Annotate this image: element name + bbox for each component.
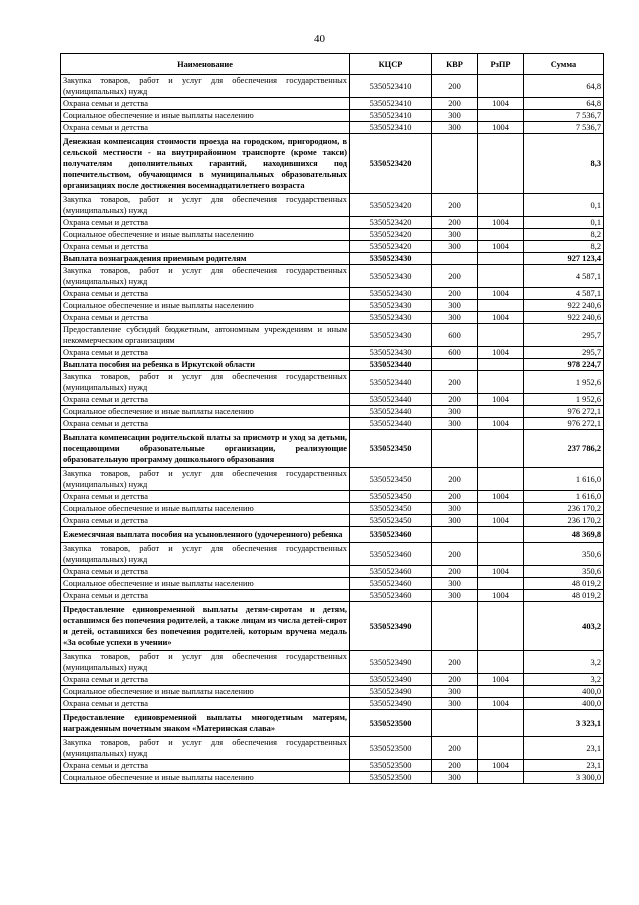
table-row — [61, 651, 604, 674]
row-kcsr-cell: 5350523420 — [350, 229, 432, 241]
row-kcsr-cell: 5350523450 — [350, 468, 432, 491]
row-name-cell: Социальное обеспечение и иные выплаты населению — [61, 772, 350, 784]
row-kvr-cell: 300 — [432, 312, 478, 324]
table-row — [61, 134, 604, 194]
table-row — [61, 543, 604, 566]
row-rzpr-cell — [478, 543, 524, 566]
table-row — [61, 602, 604, 651]
row-kvr-cell: 300 — [432, 241, 478, 253]
row-kcsr-cell: 5350523410 — [350, 122, 432, 134]
row-kvr-cell: 200 — [432, 491, 478, 503]
row-kcsr-cell: 5350523440 — [350, 359, 432, 371]
row-sum-cell: 350,6 — [524, 543, 604, 566]
row-kcsr-cell: 5350523430 — [350, 347, 432, 359]
row-kvr-cell: 300 — [432, 686, 478, 698]
row-sum-cell: 0,1 — [524, 194, 604, 217]
table-row — [61, 300, 604, 312]
row-sum-cell: 236 170,2 — [524, 503, 604, 515]
table-row — [61, 468, 604, 491]
row-name-cell: Охрана семьи и детства — [61, 217, 350, 229]
row-rzpr-cell: 1004 — [478, 98, 524, 110]
table-row — [61, 265, 604, 288]
row-name-cell: Социальное обеспечение и иные выплаты населению — [61, 578, 350, 590]
table-row — [61, 772, 604, 784]
row-rzpr-cell — [478, 253, 524, 265]
row-sum-cell: 8,2 — [524, 229, 604, 241]
row-sum-cell: 237 786,2 — [524, 430, 604, 468]
row-kvr-cell: 300 — [432, 772, 478, 784]
row-sum-cell: 4 587,1 — [524, 288, 604, 300]
row-kvr-cell: 200 — [432, 760, 478, 772]
row-sum-cell: 295,7 — [524, 324, 604, 347]
row-kcsr-cell: 5350523420 — [350, 217, 432, 229]
row-kcsr-cell: 5350523500 — [350, 772, 432, 784]
row-kvr-cell: 300 — [432, 503, 478, 515]
row-kcsr-cell: 5350523500 — [350, 710, 432, 737]
row-rzpr-cell — [478, 265, 524, 288]
row-name-cell: Ежемесячная выплата пособия на усыновленного (удочеренного) ребенка — [61, 527, 350, 543]
row-sum-cell: 0,1 — [524, 217, 604, 229]
table-row — [61, 590, 604, 602]
row-name-cell: Закупка товаров, работ и услуг для обеспечения государственных (муниципальных) нужд — [61, 194, 350, 217]
row-name-cell: Социальное обеспечение и иные выплаты населению — [61, 300, 350, 312]
row-kcsr-cell: 5350523430 — [350, 288, 432, 300]
table-row — [61, 527, 604, 543]
row-sum-cell: 295,7 — [524, 347, 604, 359]
row-kvr-cell — [432, 527, 478, 543]
row-kcsr-cell: 5350523410 — [350, 98, 432, 110]
table-row — [61, 312, 604, 324]
table-row — [61, 288, 604, 300]
row-sum-cell: 236 170,2 — [524, 515, 604, 527]
row-rzpr-cell: 1004 — [478, 241, 524, 253]
header-sum: Сумма — [524, 54, 604, 75]
row-kcsr-cell: 5350523430 — [350, 324, 432, 347]
row-kcsr-cell: 5350523490 — [350, 686, 432, 698]
row-name-cell: Закупка товаров, работ и услуг для обеспечения государственных (муниципальных) нужд — [61, 468, 350, 491]
row-name-cell: Социальное обеспечение и иные выплаты населению — [61, 229, 350, 241]
table-header-row — [61, 54, 604, 75]
budget-table — [60, 53, 604, 784]
row-name-cell: Выплата пособия на ребенка в Иркутской области — [61, 359, 350, 371]
row-sum-cell: 48 369,8 — [524, 527, 604, 543]
row-name-cell: Закупка товаров, работ и услуг для обеспечения государственных (муниципальных) нужд — [61, 543, 350, 566]
row-kcsr-cell: 5350523460 — [350, 590, 432, 602]
table-body — [61, 75, 604, 784]
row-sum-cell: 1 952,6 — [524, 394, 604, 406]
row-kcsr-cell: 5350523490 — [350, 674, 432, 686]
row-rzpr-cell — [478, 772, 524, 784]
row-rzpr-cell: 1004 — [478, 347, 524, 359]
row-kcsr-cell: 5350523490 — [350, 602, 432, 651]
row-kcsr-cell: 5350523460 — [350, 566, 432, 578]
header-kcsr: КЦСР — [350, 54, 432, 75]
row-rzpr-cell — [478, 359, 524, 371]
row-kvr-cell: 200 — [432, 468, 478, 491]
row-kvr-cell — [432, 430, 478, 468]
row-sum-cell: 7 536,7 — [524, 122, 604, 134]
row-sum-cell: 3,2 — [524, 674, 604, 686]
row-rzpr-cell: 1004 — [478, 590, 524, 602]
row-rzpr-cell — [478, 468, 524, 491]
row-name-cell: Социальное обеспечение и иные выплаты населению — [61, 406, 350, 418]
row-kcsr-cell: 5350523440 — [350, 394, 432, 406]
row-kvr-cell: 200 — [432, 394, 478, 406]
page-number: 40 — [314, 33, 325, 45]
table-row — [61, 253, 604, 265]
row-name-cell: Охрана семьи и детства — [61, 312, 350, 324]
row-name-cell: Социальное обеспечение и иные выплаты населению — [61, 503, 350, 515]
row-kcsr-cell: 5350523410 — [350, 75, 432, 98]
row-name-cell: Охрана семьи и детства — [61, 698, 350, 710]
row-kvr-cell: 200 — [432, 98, 478, 110]
row-rzpr-cell — [478, 527, 524, 543]
row-kcsr-cell: 5350523460 — [350, 527, 432, 543]
row-name-cell: Выплата вознаграждения приемным родителям — [61, 253, 350, 265]
table-row — [61, 406, 604, 418]
row-name-cell: Закупка товаров, работ и услуг для обеспечения государственных (муниципальных) нужд — [61, 651, 350, 674]
table-row — [61, 75, 604, 98]
row-sum-cell: 1 616,0 — [524, 491, 604, 503]
row-kvr-cell: 300 — [432, 590, 478, 602]
row-rzpr-cell — [478, 686, 524, 698]
row-kvr-cell: 200 — [432, 217, 478, 229]
row-kcsr-cell: 5350523490 — [350, 651, 432, 674]
row-kvr-cell: 300 — [432, 300, 478, 312]
header-name: Наименование — [61, 54, 350, 75]
row-name-cell: Выплата компенсации родительской платы за присмотр и уход за детьми, посещающими образовательные организации, реализующие образовательную программу дошкольного образования — [61, 430, 350, 468]
row-name-cell: Охрана семьи и детства — [61, 674, 350, 686]
row-rzpr-cell: 1004 — [478, 760, 524, 772]
row-rzpr-cell — [478, 503, 524, 515]
row-kvr-cell: 300 — [432, 110, 478, 122]
row-rzpr-cell: 1004 — [478, 312, 524, 324]
row-kvr-cell: 200 — [432, 75, 478, 98]
table-row — [61, 371, 604, 394]
row-sum-cell: 64,8 — [524, 98, 604, 110]
table-row — [61, 241, 604, 253]
row-sum-cell: 400,0 — [524, 698, 604, 710]
table-row — [61, 347, 604, 359]
row-rzpr-cell — [478, 737, 524, 760]
row-rzpr-cell — [478, 324, 524, 347]
row-kcsr-cell: 5350523410 — [350, 110, 432, 122]
row-kcsr-cell: 5350523460 — [350, 578, 432, 590]
row-kvr-cell — [432, 253, 478, 265]
row-kvr-cell: 200 — [432, 566, 478, 578]
row-name-cell: Охрана семьи и детства — [61, 288, 350, 300]
row-sum-cell: 48 019,2 — [524, 590, 604, 602]
table-row — [61, 418, 604, 430]
table-row — [61, 98, 604, 110]
row-kvr-cell: 300 — [432, 406, 478, 418]
row-kvr-cell: 200 — [432, 674, 478, 686]
row-name-cell: Социальное обеспечение и иные выплаты населению — [61, 110, 350, 122]
row-kvr-cell: 300 — [432, 229, 478, 241]
row-sum-cell: 1 616,0 — [524, 468, 604, 491]
row-sum-cell: 350,6 — [524, 566, 604, 578]
row-kvr-cell: 200 — [432, 288, 478, 300]
row-name-cell: Охрана семьи и детства — [61, 566, 350, 578]
table-row — [61, 430, 604, 468]
row-kcsr-cell: 5350523450 — [350, 491, 432, 503]
row-rzpr-cell — [478, 229, 524, 241]
row-sum-cell: 400,0 — [524, 686, 604, 698]
row-name-cell: Предоставление единовременной выплаты детям-сиротам и детям, оставшимся без попечения родителей, а также лицам из числа детей-сирот и детей, оставшихся без попечения родителей, которым вручена медаль «За особые успехи в учении» — [61, 602, 350, 651]
row-kcsr-cell: 5350523420 — [350, 194, 432, 217]
row-rzpr-cell: 1004 — [478, 394, 524, 406]
row-kcsr-cell: 5350523500 — [350, 737, 432, 760]
row-name-cell: Охрана семьи и детства — [61, 418, 350, 430]
row-sum-cell: 976 272,1 — [524, 418, 604, 430]
row-kcsr-cell: 5350523430 — [350, 253, 432, 265]
row-kvr-cell: 300 — [432, 698, 478, 710]
row-rzpr-cell: 1004 — [478, 698, 524, 710]
row-kvr-cell: 200 — [432, 194, 478, 217]
row-rzpr-cell — [478, 430, 524, 468]
row-kcsr-cell: 5350523440 — [350, 418, 432, 430]
row-kcsr-cell: 5350523500 — [350, 760, 432, 772]
row-name-cell: Социальное обеспечение и иные выплаты населению — [61, 686, 350, 698]
table-row — [61, 394, 604, 406]
table-row — [61, 566, 604, 578]
row-kcsr-cell: 5350523450 — [350, 430, 432, 468]
row-rzpr-cell: 1004 — [478, 418, 524, 430]
row-sum-cell: 976 272,1 — [524, 406, 604, 418]
row-rzpr-cell — [478, 406, 524, 418]
row-kvr-cell — [432, 710, 478, 737]
row-name-cell: Денежная компенсация стоимости проезда на городском, пригородном, в сельской местности - на внутрирайонном транспорте (кроме такси) получателям дополнительных гарантий, находившихся под попечительством, обучающимся в муниципальных образовательных организациях после достижения восемнадцатилетнего возраста — [61, 134, 350, 194]
table-row — [61, 217, 604, 229]
row-sum-cell: 1 952,6 — [524, 371, 604, 394]
row-name-cell: Охрана семьи и детства — [61, 491, 350, 503]
table-row — [61, 229, 604, 241]
row-kcsr-cell: 5350523490 — [350, 698, 432, 710]
row-kvr-cell: 300 — [432, 515, 478, 527]
row-kcsr-cell: 5350523440 — [350, 371, 432, 394]
table-row — [61, 737, 604, 760]
row-kcsr-cell: 5350523430 — [350, 300, 432, 312]
row-kvr-cell: 200 — [432, 543, 478, 566]
table-row — [61, 122, 604, 134]
row-kvr-cell: 300 — [432, 578, 478, 590]
row-rzpr-cell — [478, 75, 524, 98]
table-row — [61, 710, 604, 737]
row-rzpr-cell — [478, 194, 524, 217]
row-kcsr-cell: 5350523440 — [350, 406, 432, 418]
row-kcsr-cell: 5350523450 — [350, 515, 432, 527]
row-name-cell: Охрана семьи и детства — [61, 98, 350, 110]
row-rzpr-cell — [478, 300, 524, 312]
row-sum-cell: 4 587,1 — [524, 265, 604, 288]
table-row — [61, 515, 604, 527]
table-row — [61, 194, 604, 217]
row-sum-cell: 922 240,6 — [524, 312, 604, 324]
row-name-cell: Закупка товаров, работ и услуг для обеспечения государственных (муниципальных) нужд — [61, 737, 350, 760]
row-name-cell: Охрана семьи и детства — [61, 760, 350, 772]
header-kvr: КВР — [432, 54, 478, 75]
row-name-cell: Охрана семьи и детства — [61, 394, 350, 406]
row-kvr-cell: 200 — [432, 371, 478, 394]
row-sum-cell: 7 536,7 — [524, 110, 604, 122]
row-rzpr-cell — [478, 578, 524, 590]
table-row — [61, 578, 604, 590]
row-name-cell: Охрана семьи и детства — [61, 347, 350, 359]
row-rzpr-cell — [478, 371, 524, 394]
table-row — [61, 760, 604, 772]
row-rzpr-cell — [478, 110, 524, 122]
row-rzpr-cell: 1004 — [478, 122, 524, 134]
header-rzpr: РзПР — [478, 54, 524, 75]
row-sum-cell: 64,8 — [524, 75, 604, 98]
row-rzpr-cell — [478, 710, 524, 737]
row-kvr-cell: 600 — [432, 347, 478, 359]
row-kvr-cell — [432, 359, 478, 371]
row-kcsr-cell: 5350523430 — [350, 312, 432, 324]
row-name-cell: Закупка товаров, работ и услуг для обеспечения государственных (муниципальных) нужд — [61, 75, 350, 98]
row-name-cell: Предоставление субсидий бюджетным, автономным учреждениям и иным некоммерческим организациям — [61, 324, 350, 347]
row-sum-cell: 23,1 — [524, 760, 604, 772]
row-name-cell: Закупка товаров, работ и услуг для обеспечения государственных (муниципальных) нужд — [61, 265, 350, 288]
row-sum-cell: 927 123,4 — [524, 253, 604, 265]
row-name-cell: Охрана семьи и детства — [61, 241, 350, 253]
row-sum-cell: 48 019,2 — [524, 578, 604, 590]
row-kvr-cell: 300 — [432, 122, 478, 134]
table-row — [61, 324, 604, 347]
row-rzpr-cell — [478, 134, 524, 194]
table-row — [61, 503, 604, 515]
row-rzpr-cell: 1004 — [478, 491, 524, 503]
row-kcsr-cell: 5350523460 — [350, 543, 432, 566]
row-kvr-cell: 600 — [432, 324, 478, 347]
row-rzpr-cell: 1004 — [478, 515, 524, 527]
table-row — [61, 491, 604, 503]
row-rzpr-cell: 1004 — [478, 288, 524, 300]
row-sum-cell: 978 224,7 — [524, 359, 604, 371]
row-sum-cell: 8,3 — [524, 134, 604, 194]
row-rzpr-cell: 1004 — [478, 566, 524, 578]
row-sum-cell: 403,2 — [524, 602, 604, 651]
row-name-cell: Закупка товаров, работ и услуг для обеспечения государственных (муниципальных) нужд — [61, 371, 350, 394]
row-kvr-cell — [432, 134, 478, 194]
row-name-cell: Охрана семьи и детства — [61, 590, 350, 602]
row-kvr-cell — [432, 602, 478, 651]
table-row — [61, 110, 604, 122]
row-sum-cell: 3 323,1 — [524, 710, 604, 737]
table-row — [61, 686, 604, 698]
table-row — [61, 359, 604, 371]
row-rzpr-cell: 1004 — [478, 217, 524, 229]
row-name-cell: Охрана семьи и детства — [61, 122, 350, 134]
row-kvr-cell: 300 — [432, 418, 478, 430]
row-sum-cell: 3,2 — [524, 651, 604, 674]
row-name-cell: Предоставление единовременной выплаты многодетным матерям, награжденным почетным знаком «Материнская слава» — [61, 710, 350, 737]
row-sum-cell: 922 240,6 — [524, 300, 604, 312]
row-sum-cell: 23,1 — [524, 737, 604, 760]
row-kvr-cell: 200 — [432, 651, 478, 674]
row-kcsr-cell: 5350523420 — [350, 241, 432, 253]
row-sum-cell: 3 300,0 — [524, 772, 604, 784]
table-row — [61, 698, 604, 710]
row-kcsr-cell: 5350523420 — [350, 134, 432, 194]
row-sum-cell: 8,2 — [524, 241, 604, 253]
table-row — [61, 674, 604, 686]
row-rzpr-cell: 1004 — [478, 674, 524, 686]
row-rzpr-cell — [478, 602, 524, 651]
row-kcsr-cell: 5350523430 — [350, 265, 432, 288]
row-rzpr-cell — [478, 651, 524, 674]
row-kvr-cell: 200 — [432, 737, 478, 760]
row-name-cell: Охрана семьи и детства — [61, 515, 350, 527]
row-kcsr-cell: 5350523450 — [350, 503, 432, 515]
row-kvr-cell: 200 — [432, 265, 478, 288]
